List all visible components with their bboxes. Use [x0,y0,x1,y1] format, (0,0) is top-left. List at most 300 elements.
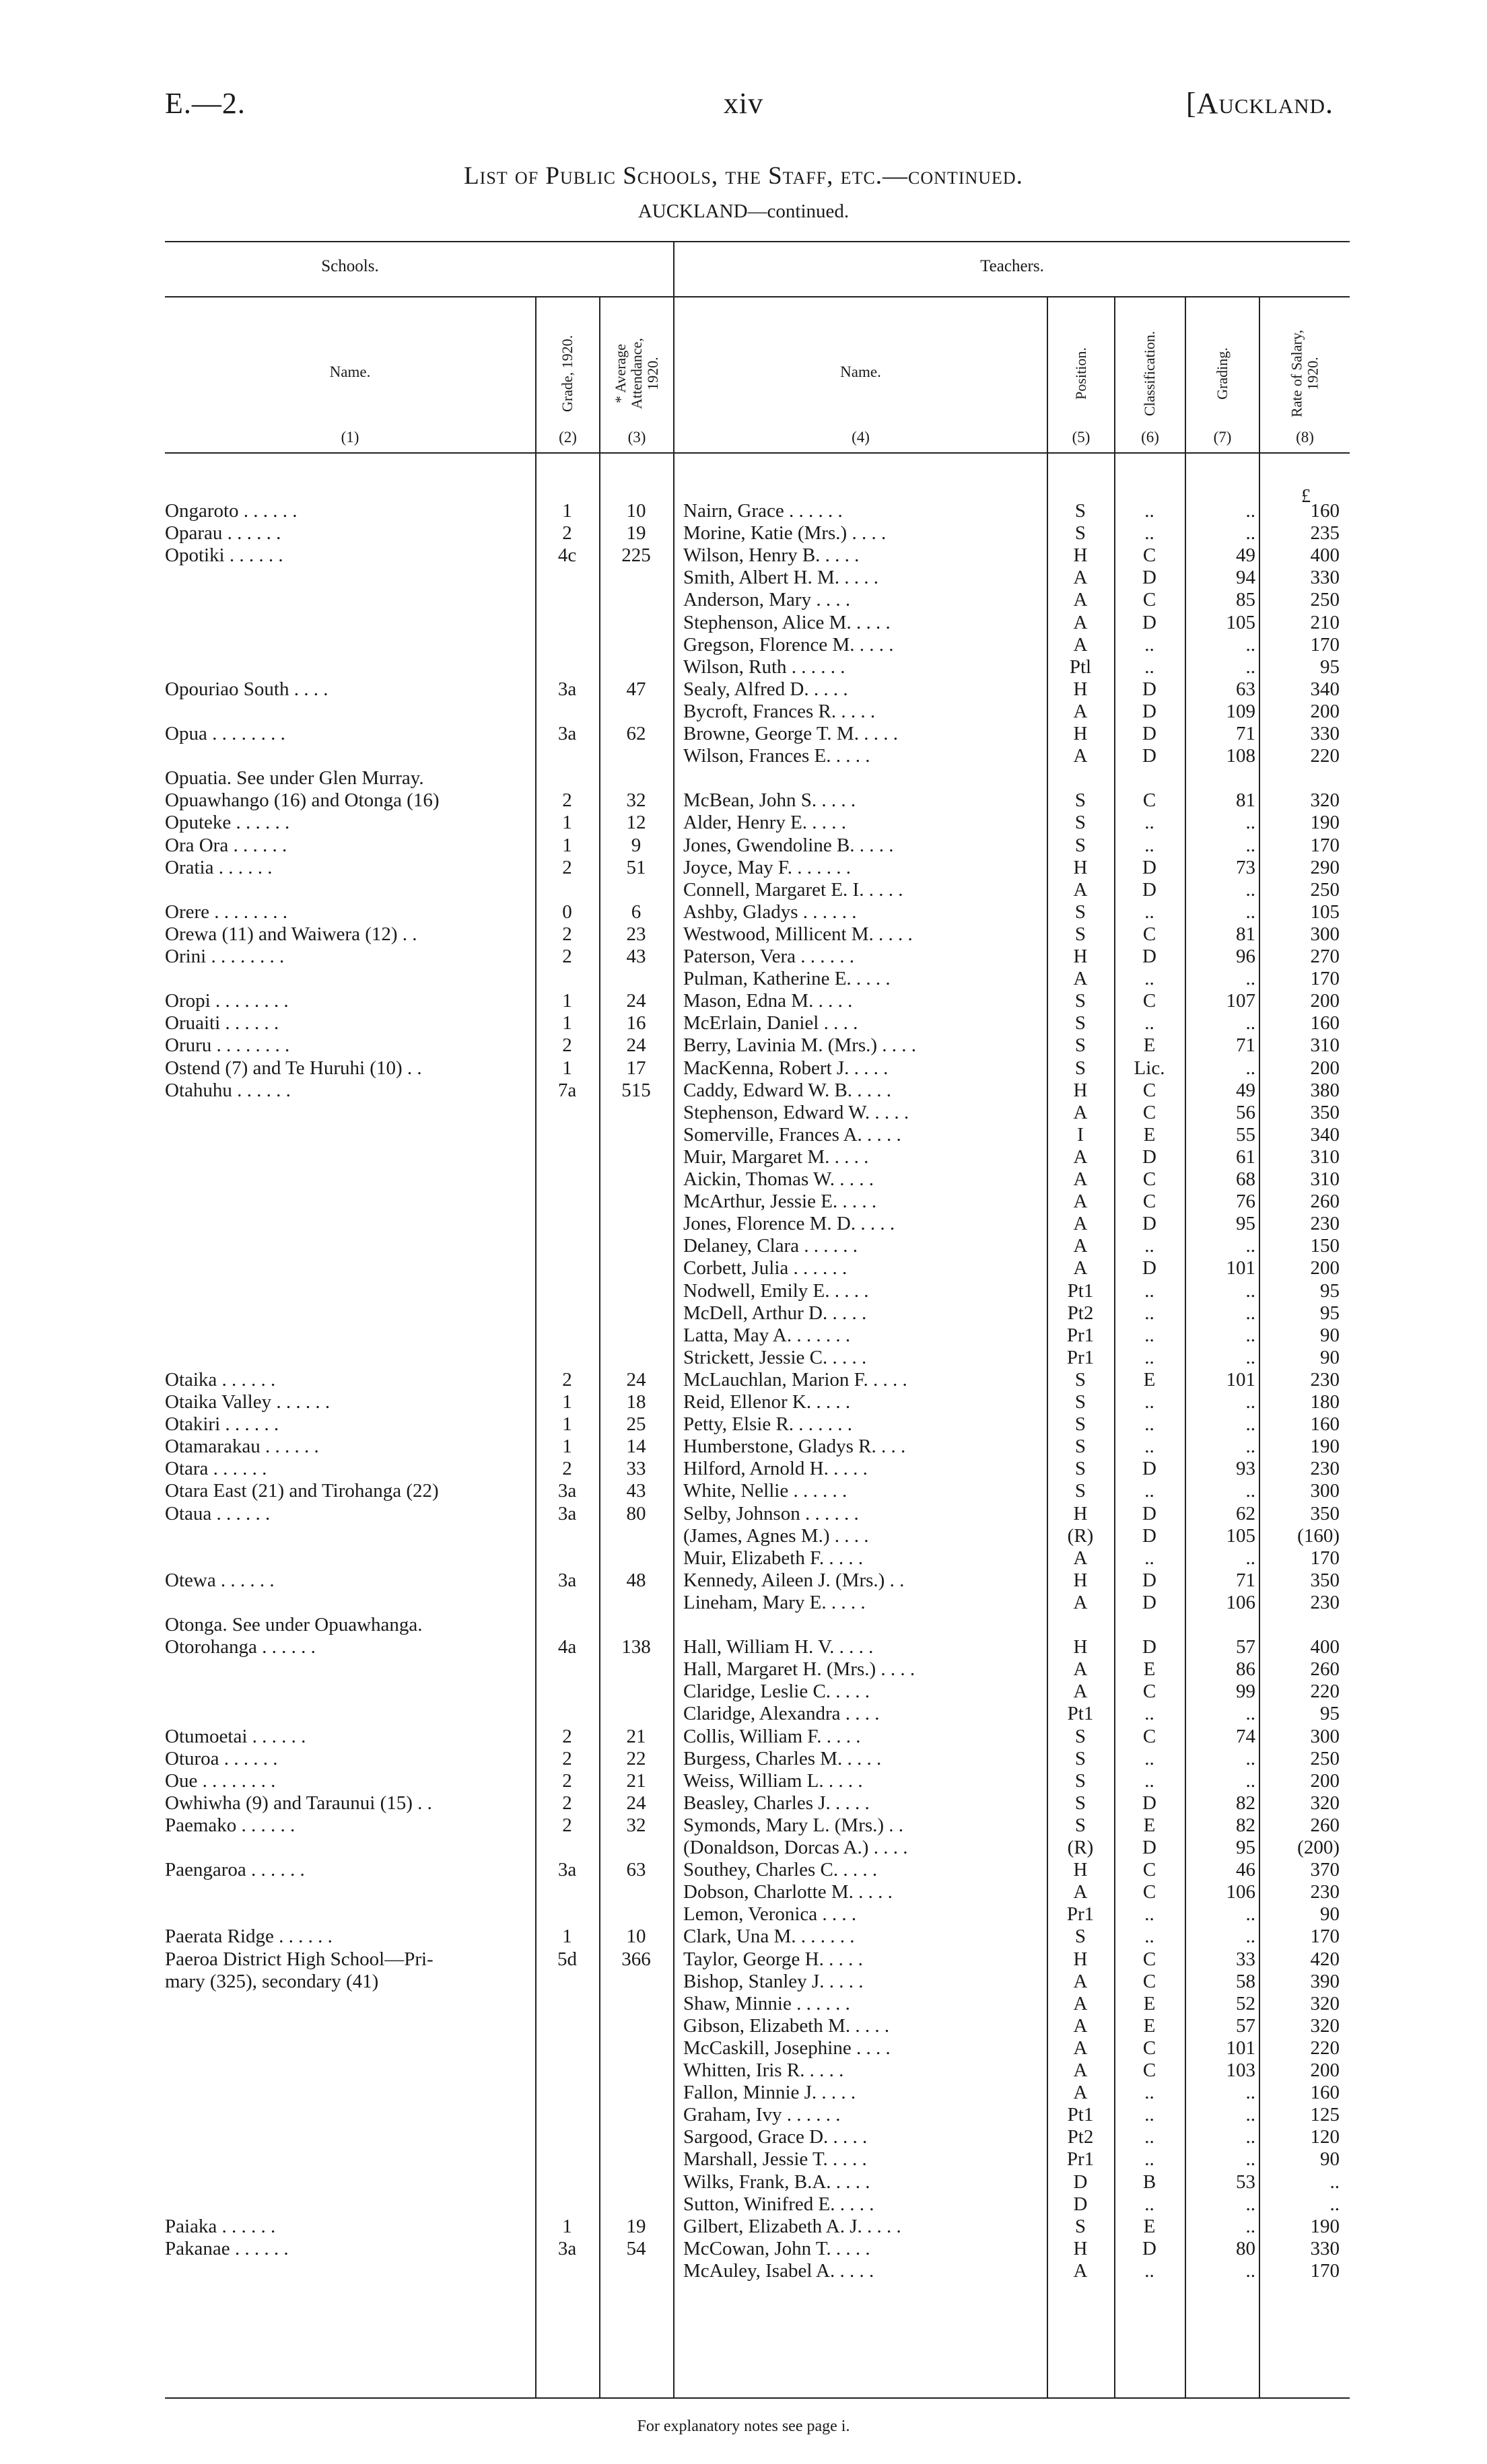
teacher-classification: .. [1144,1235,1154,1257]
table-row [0,901,1487,923]
school-name: Otorohanga . . . . . . [165,1636,316,1658]
teacher-name: Sealy, Alfred D. . . . . [683,678,848,700]
teacher-name: Hilford, Arnold H. . . . . [683,1458,868,1480]
school-attendance: 24 [626,990,646,1012]
school-grade: 3a [557,723,577,744]
school-name: Orere . . . . . . . . [165,901,288,923]
school-attendance: 12 [626,812,646,834]
table-row [0,1859,1487,1881]
teacher-name: Marshall, Jessie T. . . . . [683,2148,867,2171]
teacher-name-column-header: Name. [840,363,881,380]
school-name-column-header: Name. [329,363,371,380]
teacher-grading: .. [1245,1436,1255,1458]
teacher-classification: .. [1144,834,1154,856]
teacher-grading: 96 [1236,946,1255,967]
teacher-position: S [1074,1436,1086,1458]
school-grade: 2 [562,946,572,967]
table-row [0,1012,1487,1034]
teacher-name: Morine, Katie (Mrs.) . . . . [683,522,887,544]
table-row [0,1815,1487,1837]
school-name: Otamarakau . . . . . . [165,1436,319,1458]
teacher-classification: .. [1144,1903,1154,1926]
teacher-position: Ptl [1069,656,1092,678]
teacher-grading: 53 [1236,2171,1255,2193]
school-grade: 2 [562,1747,572,1769]
table-row [0,1837,1487,1859]
teacher-grading: 62 [1236,1502,1255,1524]
teacher-name: Taylor, George H. . . . . [683,1948,863,1970]
teacher-position: A [1073,1591,1088,1613]
teacher-classification: C [1142,923,1156,945]
school-grade: 1 [562,1436,572,1458]
teacher-salary: 90 [1320,2148,1340,2171]
teacher-grading: 76 [1236,1191,1255,1213]
school-name: Opuatia. See under Glen Murray. [165,767,424,789]
teacher-name: Strickett, Jessie C. . . . . [683,1346,867,1368]
table-row [0,1948,1487,1971]
teacher-salary: 230 [1310,1591,1340,1613]
teacher-classification: .. [1144,1346,1154,1368]
teacher-name: (James, Agnes M.) . . . . [683,1524,869,1547]
school-name: Orini . . . . . . . . [165,946,285,967]
table-row [0,789,1487,812]
teacher-position: S [1074,1792,1086,1814]
teacher-salary: 350 [1310,1502,1340,1524]
teacher-grading: .. [1245,2104,1255,2126]
school-name: Oputeke . . . . . . [165,812,290,834]
teacher-classification: .. [1144,1391,1154,1413]
schools-section-heading: Schools. [321,257,379,275]
teacher-grading: 105 [1226,611,1255,633]
teacher-classification: C [1142,1168,1156,1190]
teacher-name: Ashby, Gladys . . . . . . [683,901,857,923]
teacher-grading: 71 [1236,1569,1255,1591]
teacher-salary: 200 [1310,1257,1340,1279]
teacher-salary: 190 [1310,812,1340,834]
teacher-salary: 370 [1310,1859,1340,1881]
header-page-number: xiv [723,87,764,120]
teacher-salary: 200 [1310,1057,1340,1079]
school-grade: 2 [562,1769,572,1792]
teacher-name: Smith, Albert H. M. . . . . [683,567,879,589]
teacher-classification: .. [1144,633,1154,656]
table-row [0,2126,1487,2148]
teacher-classification: .. [1144,2148,1154,2171]
teacher-classification: .. [1144,1413,1154,1436]
school-attendance: 51 [626,856,646,878]
teacher-position: A [1073,589,1088,611]
teacher-grading: 82 [1236,1792,1255,1814]
school-grade: 3a [557,1569,577,1591]
school-grade: 1 [562,2215,572,2237]
teacher-position: S [1074,923,1086,945]
teacher-grading: 71 [1236,723,1255,744]
teacher-classification: D [1142,1146,1156,1168]
teacher-name: Caddy, Edward W. B. . . . . [683,1079,892,1101]
school-attendance: 515 [621,1079,651,1101]
teacher-grading: 99 [1236,1681,1255,1703]
teacher-name: Burgess, Charles M. . . . . [683,1747,882,1769]
teacher-position: A [1073,2060,1088,2081]
table-row [0,1903,1487,1926]
teacher-name: Corbett, Julia . . . . . . [683,1257,848,1279]
teacher-grading: 74 [1236,1725,1255,1747]
teacher-salary: 95 [1320,1279,1340,1302]
teacher-name: Sargood, Grace D. . . . . [683,2126,868,2148]
teacher-position: S [1074,1769,1086,1792]
teacher-grading: .. [1245,878,1255,901]
school-attendance: 25 [626,1413,646,1436]
teacher-name: Aickin, Thomas W. . . . . [683,1168,874,1190]
table-row [0,2037,1487,2060]
teacher-classification: D [1142,946,1156,967]
teacher-salary: 170 [1310,633,1340,656]
teacher-position: S [1074,1012,1086,1034]
teacher-name: Lemon, Veronica . . . . [683,1903,857,1926]
teacher-classification: D [1142,1502,1156,1524]
teacher-grading: 95 [1236,1837,1255,1858]
teacher-position: S [1074,1725,1086,1747]
table-row [0,1658,1487,1681]
teacher-position: (R) [1067,1524,1094,1547]
school-grade: 1 [562,834,572,856]
teacher-grading: .. [1245,2126,1255,2148]
teacher-classification: D [1142,1636,1156,1658]
table-row [0,1458,1487,1480]
school-grade: 3a [557,1859,577,1881]
teacher-name: (Donaldson, Dorcas A.) . . . . [683,1837,908,1858]
teacher-position: S [1074,990,1086,1012]
table-row [0,1369,1487,1391]
teacher-salary: 230 [1310,1458,1340,1480]
teacher-grading: 49 [1236,1079,1255,1101]
table-row [0,1503,1487,1525]
school-grade: 1 [562,1413,572,1436]
table-row [0,857,1487,879]
school-name: Opouriao South . . . . [165,678,328,700]
school-name: Paengaroa . . . . . . [165,1859,305,1881]
currency-symbol: £ [1301,486,1311,507]
table-row [0,1347,1487,1369]
teacher-classification: C [1142,1970,1156,1992]
table-row [0,1080,1487,1102]
teacher-classification: .. [1144,1769,1154,1792]
teacher-classification: D [1142,1569,1156,1591]
table-row [0,678,1487,701]
teacher-salary: 190 [1310,2215,1340,2237]
teacher-classification: .. [1144,1547,1154,1569]
teacher-position: A [1073,700,1088,722]
page-subtitle: AUCKLAND—continued. [637,201,850,222]
teacher-grading: 94 [1236,567,1255,589]
teacher-salary: (200) [1297,1837,1340,1858]
table-row [0,745,1487,767]
teacher-position: S [1074,1391,1086,1413]
footer-note: For explanatory notes see page i. [637,2418,850,2435]
teacher-grading: 71 [1236,1034,1255,1057]
teacher-position: S [1074,522,1086,544]
teacher-grading: 81 [1236,923,1255,945]
school-grade: 2 [562,1725,572,1747]
teacher-grading: 101 [1226,1257,1255,1279]
teacher-position: A [1073,1146,1088,1168]
table-row [0,835,1487,857]
school-attendance: 24 [626,1792,646,1814]
teacher-salary: 400 [1310,1636,1340,1658]
teacher-salary: 330 [1310,567,1340,589]
school-name: Otumoetai . . . . . . [165,1725,306,1747]
teacher-name: McDell, Arthur D. . . . . [683,1302,867,1324]
teacher-position: S [1074,1368,1086,1391]
teacher-classification: .. [1144,968,1154,990]
teacher-classification: D [1142,745,1156,767]
teacher-position: A [1073,2082,1088,2104]
teacher-position: Pt1 [1067,2104,1094,2126]
teacher-salary: 235 [1310,522,1340,544]
column-number-2: (2) [559,429,577,446]
school-name: Otara . . . . . . [165,1458,267,1480]
teacher-name: Claridge, Leslie C. . . . . [683,1681,870,1703]
teacher-name: Shaw, Minnie . . . . . . [683,1992,850,2014]
teacher-grading: .. [1245,522,1255,544]
teacher-grading: .. [1245,1346,1255,1368]
teacher-name: Hall, William H. V. . . . . [683,1636,874,1658]
teacher-position: S [1074,1747,1086,1769]
teacher-position: S [1074,1458,1086,1480]
teacher-name: Whitten, Iris R. . . . . [683,2060,844,2081]
teacher-grading: 101 [1226,2037,1255,2059]
teacher-salary: 260 [1310,1191,1340,1213]
table-row [0,701,1487,723]
teacher-name: Stephenson, Edward W. . . . . [683,1101,909,1123]
teacher-classification: D [1142,856,1156,878]
teacher-grading: 73 [1236,856,1255,878]
table-row [0,2015,1487,2037]
table-row [0,1703,1487,1725]
teacher-name: Wilson, Henry B. . . . . [683,544,860,567]
teacher-salary: 160 [1310,1413,1340,1436]
school-name: Oparau . . . . . . [165,522,281,544]
grade-column-header: Grade, 1920. [559,335,576,413]
table-row [0,1168,1487,1191]
teacher-salary: 125 [1310,2104,1340,2126]
teacher-salary: 330 [1310,723,1340,744]
table-row [0,2216,1487,2238]
teacher-classification: .. [1144,2082,1154,2104]
table-row [0,1881,1487,1903]
school-name: Paemako . . . . . . [165,1814,296,1836]
teacher-position: S [1074,1814,1086,1836]
teacher-position: H [1073,1636,1088,1658]
school-grade: 1 [562,812,572,834]
school-name: Opua . . . . . . . . [165,723,285,744]
teacher-classification: D [1142,1458,1156,1480]
school-name: Pakanae . . . . . . [165,2237,289,2259]
table-row [0,1726,1487,1748]
school-name: Paeroa District High School—Pri- [165,1948,434,1970]
school-grade: 1 [562,1057,572,1079]
teacher-salary: 270 [1310,946,1340,967]
teacher-position: Pt2 [1067,2126,1094,2148]
teacher-name: McArthur, Jessie E. . . . . [683,1191,877,1213]
teacher-position: A [1073,1681,1088,1703]
school-grade: 4a [557,1636,577,1658]
teacher-classification: E [1143,1658,1156,1681]
teacher-grading: 109 [1226,700,1255,722]
teacher-grading: 52 [1236,1992,1255,2014]
column-number-8: (8) [1296,429,1314,446]
teacher-classification: C [1142,589,1156,611]
teacher-position: Pt1 [1067,1703,1094,1725]
teacher-salary: 170 [1310,834,1340,856]
teacher-name: McCaskill, Josephine . . . . [683,2037,891,2059]
column-number-5: (5) [1072,429,1091,446]
teacher-position: I [1077,1123,1084,1146]
teacher-classification: .. [1144,1324,1154,1346]
school-attendance: 21 [626,1725,646,1747]
teacher-name: Kennedy, Aileen J. (Mrs.) . . [683,1569,905,1591]
teacher-position: S [1074,1034,1086,1057]
teacher-grading: 61 [1236,1146,1255,1168]
teacher-salary: .. [1329,2193,1340,2215]
table-row [0,1570,1487,1592]
teacher-grading: .. [1245,1413,1255,1436]
teacher-position: H [1073,1859,1088,1881]
teacher-classification: E [1143,1368,1156,1391]
table-row [0,1926,1487,1948]
teacher-position: A [1073,1992,1088,2014]
school-name: Ongaroto . . . . . . [165,500,298,522]
teacher-name: Southey, Charles C. . . . . [683,1859,878,1881]
teacher-salary: 320 [1310,2014,1340,2037]
teacher-grading: .. [1245,968,1255,990]
teacher-salary: 340 [1310,1123,1340,1146]
teacher-position: Pr1 [1066,1903,1095,1926]
teacher-name: Petty, Elsie R. . . . . . . [683,1413,853,1436]
teacher-classification: .. [1144,812,1154,834]
table-row [0,1280,1487,1302]
teacher-position: A [1073,1547,1088,1569]
teacher-salary: 170 [1310,2259,1340,2282]
table-row [0,544,1487,567]
teacher-salary: 310 [1310,1034,1340,1057]
teacher-name: Stephenson, Alice M. . . . . [683,611,891,633]
position-column-header: Position. [1072,347,1089,400]
table-row [0,968,1487,990]
teacher-grading: .. [1245,1769,1255,1792]
school-grade: 2 [562,1368,572,1391]
teacher-salary: 300 [1310,1480,1340,1502]
school-name: Opotiki . . . . . . [165,544,283,567]
school-attendance: 63 [626,1859,646,1881]
teacher-name: Sutton, Winifred E. . . . . [683,2193,874,2215]
table-row [0,1681,1487,1703]
school-name: Oratia . . . . . . [165,856,273,878]
teacher-salary: 95 [1320,1703,1340,1725]
table-row [0,2193,1487,2216]
teacher-position: A [1073,878,1088,901]
teacher-position: S [1074,789,1086,812]
school-attendance: 10 [626,500,646,522]
school-name: Oue . . . . . . . . [165,1769,276,1792]
teacher-salary: 390 [1310,1970,1340,1992]
teacher-grading: 57 [1236,1636,1255,1658]
teacher-salary: 220 [1310,745,1340,767]
teacher-salary: (160) [1297,1524,1340,1547]
teacher-position: A [1073,1191,1088,1213]
school-attendance: 24 [626,1034,646,1057]
school-name: mary (325), secondary (41) [165,1970,379,1992]
teacher-salary: 330 [1310,2237,1340,2259]
teacher-classification: E [1143,2215,1156,2237]
table-row [0,1436,1487,1458]
teacher-grading: .. [1245,834,1255,856]
teacher-salary: 260 [1310,1658,1340,1681]
teacher-salary: 95 [1320,656,1340,678]
teacher-salary: 420 [1310,1948,1340,1970]
school-name: Ora Ora . . . . . . [165,834,287,856]
table-row [0,1124,1487,1146]
table-row [0,522,1487,544]
column-header-rule [165,452,1350,454]
teacher-salary: 160 [1310,2082,1340,2104]
table-row [0,1770,1487,1792]
teacher-position: A [1073,567,1088,589]
teacher-salary: 350 [1310,1569,1340,1591]
school-grade: 5d [557,1948,577,1970]
teacher-classification: .. [1144,2259,1154,2282]
teacher-name: Berry, Lavinia M. (Mrs.) . . . . [683,1034,917,1057]
teacher-salary: 200 [1310,990,1340,1012]
teacher-name: Bishop, Stanley J. . . . . [683,1970,864,1992]
teacher-classification: E [1143,1814,1156,1836]
school-attendance: 23 [626,923,646,945]
school-attendance: 33 [626,1458,646,1480]
table-row [0,1413,1487,1436]
teacher-grading: .. [1245,633,1255,656]
teacher-name: Weiss, William L. . . . . [683,1769,863,1792]
teacher-classification: B [1142,2171,1156,2193]
teacher-name: Bycroft, Frances R. . . . . [683,700,876,722]
school-attendance: 16 [626,1012,646,1034]
school-grade: 2 [562,789,572,812]
teacher-position: H [1073,1079,1088,1101]
teacher-classification: .. [1144,2126,1154,2148]
school-name: Oruaiti . . . . . . [165,1012,279,1034]
teacher-grading: .. [1245,1903,1255,1926]
column-number-6: (6) [1141,429,1159,446]
teacher-position: A [1073,1101,1088,1123]
teacher-name: Jones, Florence M. D. . . . . [683,1213,895,1235]
teacher-grading: 105 [1226,1524,1255,1547]
teacher-name: McBean, John S. . . . . [683,789,856,812]
teacher-name: Delaney, Clara . . . . . . [683,1235,858,1257]
teacher-salary: 210 [1310,611,1340,633]
school-attendance: 9 [631,834,642,856]
teacher-salary: 170 [1310,1926,1340,1948]
teacher-salary: 230 [1310,1368,1340,1391]
teacher-name: Westwood, Millicent M. . . . . [683,923,913,945]
school-grade: 3a [557,678,577,700]
teacher-grading: 55 [1236,1123,1255,1146]
school-name: Otahuhu . . . . . . [165,1079,291,1101]
teacher-position: S [1074,2215,1086,2237]
teacher-grading: .. [1245,2082,1255,2104]
teacher-salary: 180 [1310,1391,1340,1413]
table-row [0,923,1487,946]
table-row [0,1146,1487,1168]
teacher-position: A [1073,968,1088,990]
